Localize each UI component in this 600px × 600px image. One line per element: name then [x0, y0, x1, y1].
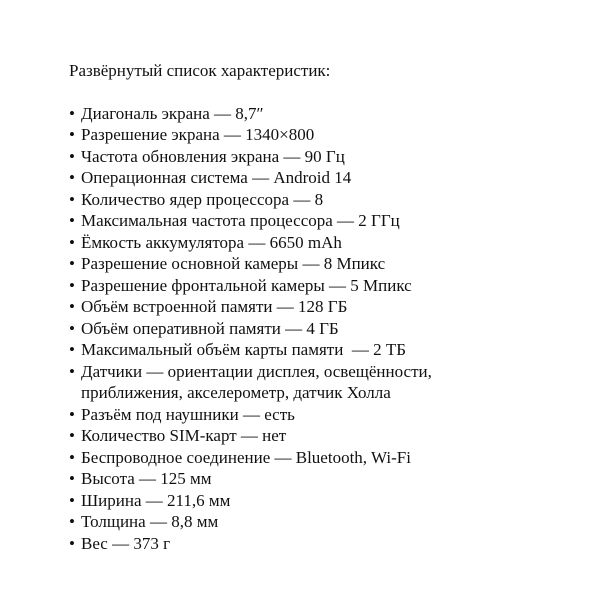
- spec-item-height: [69, 468, 589, 490]
- spec-item-resolution: [69, 124, 589, 146]
- bullet-icon: •: [69, 490, 75, 510]
- spec-item-sim-cards: [69, 425, 589, 447]
- spec-item-os: [69, 167, 589, 189]
- spec-item-thickness: [69, 511, 589, 533]
- spec-item-text: Датчики — ориентации дисплея, освещённости,: [81, 361, 432, 381]
- spec-item-text: Разрешение основной камеры — 8 Мпикс: [81, 254, 386, 273]
- spec-item-diagonal: [69, 103, 589, 125]
- bullet-icon: •: [69, 211, 75, 230]
- spec-item-text: Операционная система — Android 14: [81, 168, 352, 187]
- spec-item-text: Беспроводное соединение — Bluetooth, Wi-Fi: [81, 447, 411, 467]
- bullet-icon: •: [69, 404, 75, 424]
- spec-item-front-camera: [69, 275, 589, 297]
- bullet-icon: •: [69, 533, 75, 553]
- bullet-icon: •: [69, 168, 75, 187]
- bullet-icon: •: [69, 275, 75, 295]
- spec-item-text: Максимальная частота процессора — 2 ГГц: [81, 211, 400, 230]
- bullet-icon: •: [69, 426, 75, 445]
- spec-item-ram: [69, 318, 589, 340]
- bullet-icon: •: [69, 361, 75, 381]
- spec-list: [69, 103, 589, 555]
- bullet-icon: •: [69, 447, 75, 467]
- spec-item-weight: [69, 533, 589, 555]
- spec-item-text: Объём оперативной памяти — 4 ГБ: [81, 318, 339, 338]
- spec-item-text: Максимальный объём карты памяти — 2 ТБ: [81, 340, 406, 359]
- bullet-icon: •: [69, 103, 75, 123]
- bullet-icon: •: [69, 469, 75, 488]
- spec-item-cpu-frequency: [69, 210, 589, 232]
- spec-item-text: Ширина — 211,6 мм: [81, 490, 231, 510]
- spec-item-wireless: [69, 447, 589, 469]
- spec-item-cores: [69, 189, 589, 211]
- spec-item-refresh-rate: [69, 146, 589, 168]
- bullet-icon: •: [69, 254, 75, 273]
- bullet-icon: •: [69, 232, 75, 252]
- bullet-icon: •: [69, 318, 75, 338]
- spec-item-main-camera: [69, 253, 589, 275]
- spec-item-text: Толщина — 8,8 мм: [81, 512, 219, 531]
- spec-item-continuation: приближения, акселерометр, датчик Холла: [81, 383, 391, 402]
- spec-item-text: Вес — 373 г: [81, 533, 171, 553]
- bullet-icon: •: [69, 297, 75, 316]
- spec-item-text: Высота — 125 мм: [81, 469, 212, 488]
- spec-item-text: Частота обновления экрана — 90 Гц: [81, 146, 345, 166]
- bullet-icon: •: [69, 189, 75, 209]
- spec-item-text: Количество SIM-карт — нет: [81, 426, 287, 445]
- spec-item-battery: [69, 232, 589, 254]
- spec-document: [69, 60, 589, 554]
- spec-item-text: Ёмкость аккумулятора — 6650 mAh: [81, 232, 342, 252]
- bullet-icon: •: [69, 512, 75, 531]
- spec-item-text: Количество ядер процессора — 8: [81, 189, 324, 209]
- spec-item-headphone-jack: [69, 404, 589, 426]
- spec-item-text: Разрешение фронтальной камеры — 5 Мпикс: [81, 275, 412, 295]
- bullet-icon: •: [69, 340, 75, 359]
- spec-item-width: [69, 490, 589, 512]
- bullet-icon: •: [69, 146, 75, 166]
- bullet-icon: •: [69, 125, 75, 144]
- spec-item-text: Разрешение экрана — 1340×800: [81, 125, 315, 144]
- spec-item-memory-card: [69, 339, 589, 361]
- spec-item-text: Диагональ экрана — 8,7″: [81, 103, 264, 123]
- spec-heading: Развёрнутый список характеристик:: [69, 61, 331, 80]
- spec-item-sensors: [69, 361, 589, 404]
- spec-item-storage: [69, 296, 589, 318]
- spec-item-text: Объём встроенной памяти — 128 ГБ: [81, 297, 348, 316]
- spec-item-text: Разъём под наушники — есть: [81, 404, 295, 424]
